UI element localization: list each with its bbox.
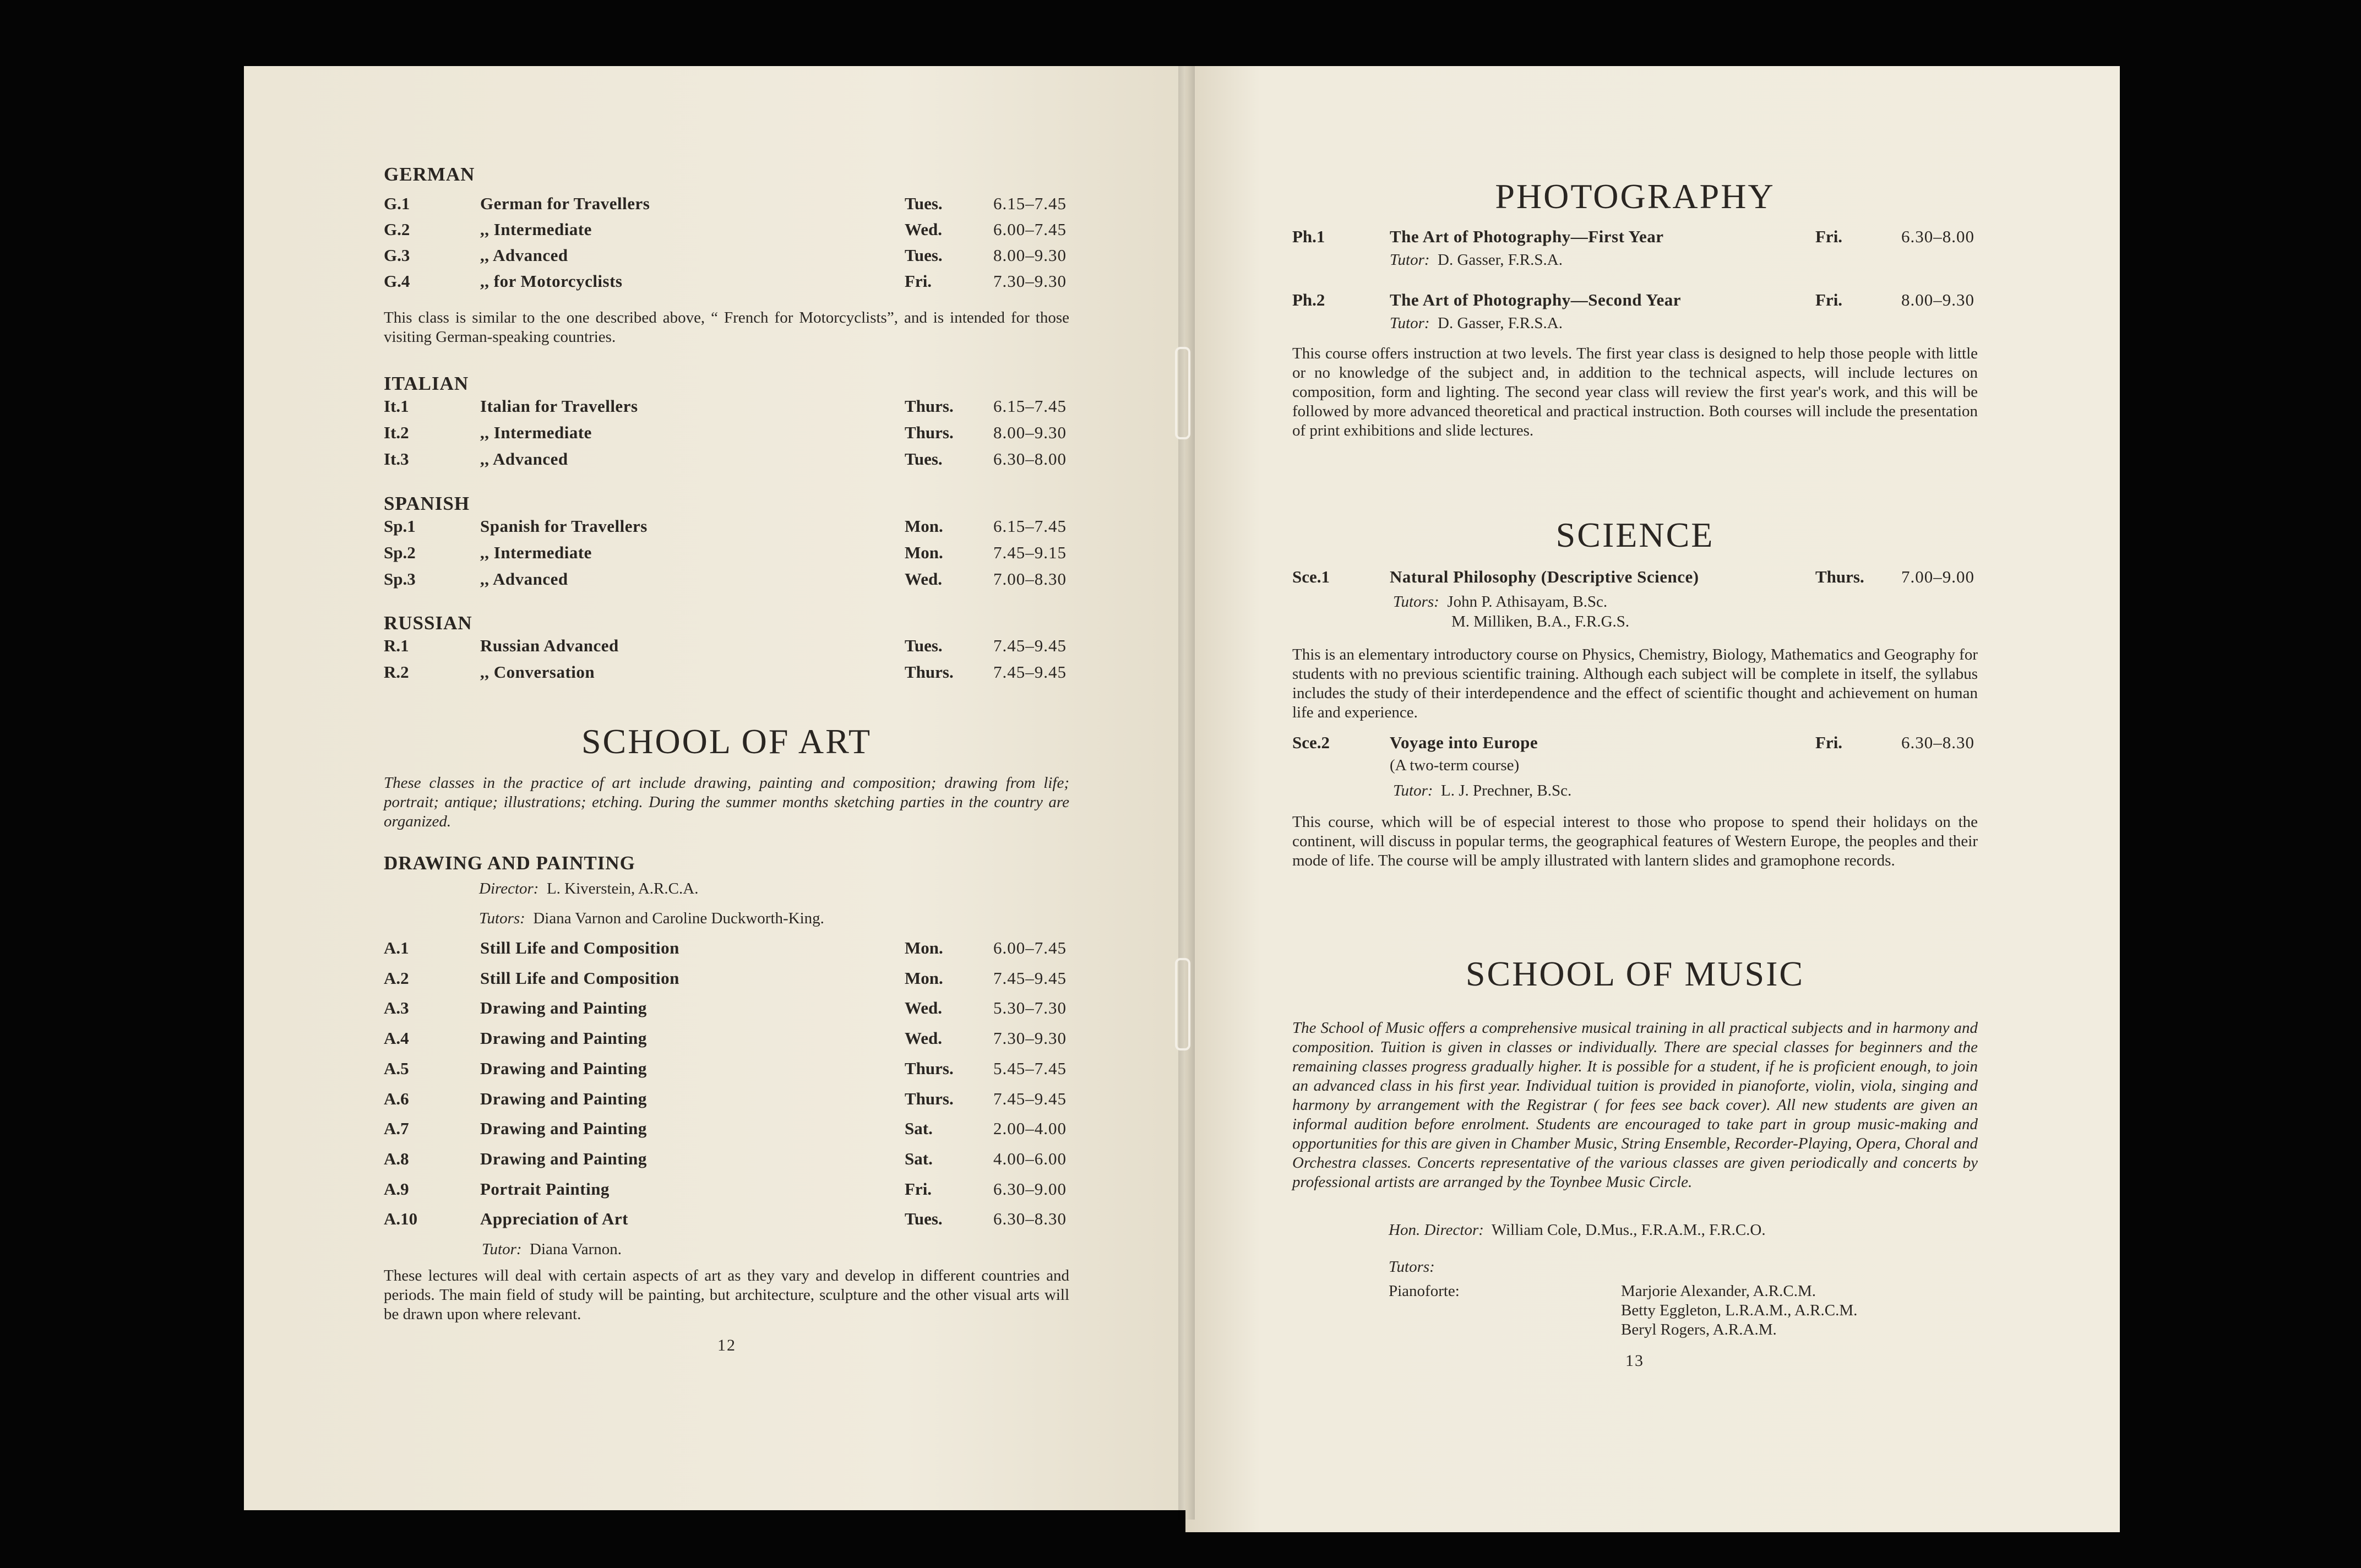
- course-title: Natural Philosophy (Descriptive Science): [1390, 567, 1699, 586]
- course-title: ,, Advanced: [480, 449, 568, 469]
- course-code: A.2: [384, 968, 409, 988]
- course-time: 7.45–9.45: [993, 662, 1067, 682]
- course-code: It.3: [384, 449, 409, 469]
- binding-stitch-top: [1175, 347, 1190, 439]
- music-instrument-label: Pianoforte:: [1389, 1282, 1460, 1300]
- tutor-name: D. Gasser, F.R.S.A.: [1438, 251, 1563, 269]
- course-row: [384, 1059, 1069, 1081]
- art-tutors-line: [479, 910, 824, 928]
- course-day: Thurs.: [905, 1058, 954, 1078]
- tutor-label: Tutor:: [1393, 782, 1433, 799]
- course-day: Tues.: [905, 449, 943, 469]
- course-time: 6.15–7.45: [993, 516, 1067, 536]
- course-row: [384, 516, 1069, 538]
- course-day: Mon.: [905, 543, 943, 562]
- course-code: Sp.2: [384, 543, 416, 562]
- course-time: 7.45–9.45: [993, 1088, 1067, 1108]
- art-tutors-names: Diana Varnon and Caroline Duckworth-King.: [533, 910, 824, 927]
- course-day: Thurs.: [905, 1088, 954, 1108]
- science-tutors-line: [1393, 593, 1607, 611]
- course-time: 7.45–9.15: [993, 543, 1067, 562]
- tutors-label: Tutors:: [479, 910, 525, 927]
- course-code: A.3: [384, 998, 409, 1018]
- course-row: [384, 220, 1069, 242]
- school-of-music-heading: SCHOOL OF MUSIC: [1465, 954, 1805, 993]
- course-row: [384, 1028, 1069, 1050]
- director-label: Hon. Director:: [1389, 1221, 1484, 1239]
- course-code: A.8: [384, 1148, 409, 1168]
- course-time: 6.15–7.45: [993, 396, 1067, 416]
- course-code: R.1: [384, 636, 409, 655]
- course-row: [384, 246, 1069, 268]
- course-code: It.1: [384, 396, 409, 416]
- course-day: Wed.: [905, 998, 943, 1018]
- binding-stitch-bottom: [1175, 958, 1190, 1050]
- science-note-1: This is an elementary introductory course on Physics, Chemistry, Biology, Mathematics and Geography for students with no previous scientific training. Although each subject will be complete in itself, the syllabus includes the study of their interdependence and the effect of scientific thought and achievement on human life and experience.: [1292, 646, 1978, 721]
- course-tutor-line: [1390, 314, 1563, 333]
- course-code: It.2: [384, 423, 409, 442]
- course-code: Sce.2: [1292, 733, 1330, 752]
- course-code: Sp.1: [384, 516, 416, 536]
- music-tutors-label: Tutors:: [1389, 1258, 1435, 1276]
- german-heading: GERMAN: [384, 164, 475, 185]
- course-title: ,, Advanced: [480, 569, 568, 589]
- course-time: 7.00–9.00: [1901, 567, 1974, 586]
- russian-heading: RUSSIAN: [384, 612, 472, 634]
- italian-heading: ITALIAN: [384, 373, 469, 394]
- course-code: G.4: [384, 271, 410, 291]
- course-time: 8.00–9.30: [1901, 290, 1974, 309]
- course-time: 5.45–7.45: [993, 1058, 1067, 1078]
- music-director-name: William Cole, D.Mus., F.R.A.M., F.R.C.O.: [1491, 1221, 1766, 1239]
- course-time: 6.15–7.45: [993, 194, 1067, 213]
- course-title: Drawing and Painting: [480, 1088, 647, 1108]
- course-day: Mon.: [905, 968, 943, 988]
- tutor-label: Tutor:: [1390, 314, 1430, 332]
- course-time: 7.45–9.45: [993, 636, 1067, 655]
- course-row: [384, 423, 1069, 445]
- course-row: [384, 569, 1069, 591]
- course-tutor-line: [1390, 251, 1563, 269]
- course-day: Thurs.: [1815, 567, 1864, 586]
- course-day: Mon.: [905, 938, 943, 957]
- course-title: Drawing and Painting: [480, 1119, 647, 1139]
- course-title: Still Life and Composition: [480, 968, 679, 988]
- course-row: [384, 968, 1069, 990]
- course-title: Appreciation of Art: [480, 1209, 628, 1229]
- art-appreciation-tutor-name: Diana Varnon.: [530, 1240, 622, 1258]
- course-title: Voyage into Europe: [1390, 733, 1538, 752]
- course-day: Tues.: [905, 194, 943, 213]
- course-code: A.7: [384, 1119, 409, 1139]
- course-row: [384, 1119, 1069, 1141]
- course-title: Drawing and Painting: [480, 1148, 647, 1168]
- course-time: 6.30–8.30: [1901, 733, 1974, 752]
- course-code: A.5: [384, 1058, 409, 1078]
- course-code: Ph.1: [1292, 227, 1325, 246]
- pianist-3: Beryl Rogers, A.R.A.M.: [1621, 1321, 1777, 1338]
- course-row: [384, 396, 1069, 418]
- course-day: Fri.: [905, 1179, 932, 1199]
- course-title: German for Travellers: [480, 194, 650, 213]
- course-day: Mon.: [905, 516, 943, 536]
- course-code: G.3: [384, 246, 410, 265]
- course-time: 8.00–9.30: [993, 423, 1067, 442]
- spanish-heading: SPANISH: [384, 493, 470, 514]
- photography-note: This course offers instruction at two levels. The first year class is designed to help those people with little or no knowledge of the subject and, in addition to the technical aspects, will include lectures on composition, form and lighting. The second year class will review the first year's work, and this will be followed by more advanced theoretical and practical instruction. Both courses will include the presentation of print exhibitions and slide lectures.: [1292, 345, 1978, 439]
- course-title: Drawing and Painting: [480, 1028, 647, 1048]
- course-title: The Art of Photography—First Year: [1390, 227, 1664, 246]
- tutor-label: Tutor:: [1390, 251, 1430, 269]
- course-row: [384, 662, 1069, 684]
- course-row: [384, 1209, 1069, 1231]
- course-code: Sce.1: [1292, 567, 1330, 586]
- course-title: ,, Intermediate: [480, 543, 592, 562]
- course-day: Tues.: [905, 246, 943, 265]
- science-note-2: This course, which will be of especial interest to those who propose to spend their holidays on the continent, will discuss in popular terms, the geographical features of Western Europe, the peoples and their mode of life. The course will be amply illustrated with lantern slides and gramophone records.: [1292, 813, 1978, 869]
- course-title: Russian Advanced: [480, 636, 619, 655]
- course-title: The Art of Photography—Second Year: [1390, 290, 1682, 309]
- course-day: Fri.: [1815, 227, 1843, 246]
- course-code: G.2: [384, 220, 410, 239]
- course-day: Fri.: [905, 271, 932, 291]
- course-day: Fri.: [1815, 733, 1843, 752]
- page-number-right: 13: [1625, 1352, 1644, 1370]
- course-time: 7.45–9.45: [993, 968, 1067, 988]
- course-row: [384, 194, 1069, 216]
- course-title: Still Life and Composition: [480, 938, 679, 957]
- tutor-name: D. Gasser, F.R.S.A.: [1438, 314, 1563, 332]
- course-time: 4.00–6.00: [993, 1148, 1067, 1168]
- course-code: R.2: [384, 662, 409, 682]
- course-title: ,, Intermediate: [480, 423, 592, 442]
- course-day: Thurs.: [905, 423, 954, 442]
- course-day: Sat.: [905, 1119, 933, 1139]
- pianist-1: Marjorie Alexander, A.R.C.M.: [1621, 1282, 1816, 1300]
- course-day: Wed.: [905, 569, 943, 589]
- school-of-music-intro: The School of Music offers a comprehensive musical training in all practical subjects and in harmony and composition. Tuition is given in classes or individually. There are special classes for beginners and the remaining classes progress gradually higher. It is possible for a student, if he is proficient enough, to join an advanced class in his first year. Individual tuition is provided in pianoforte, violin, viola, singing and harmony by arrangement with the Registrar ( for fees see back cover). All new students are given an informal audition before enrolment. Students are encouraged to take part in group music-making and opportunities for this are given in Chamber Music, String Ensemble, Recorder-Playing, Opera, Choral and Orchestra classes. Concerts representative of the various classes are given periodically and concerts by professional artists are arranged by the Toynbee Music Circle.: [1292, 1019, 1978, 1191]
- course-row: [384, 1089, 1069, 1111]
- course-code: A.9: [384, 1179, 409, 1199]
- director-label: Director:: [479, 880, 539, 897]
- science-tutor-name: L. J. Prechner, B.Sc.: [1441, 782, 1572, 799]
- course-code: A.4: [384, 1028, 409, 1048]
- course-title: ,, Intermediate: [480, 220, 592, 239]
- course-code: Sp.3: [384, 569, 416, 589]
- course-time: 6.30–9.00: [993, 1179, 1067, 1199]
- school-of-art-heading: SCHOOL OF ART: [581, 722, 872, 761]
- course-row: [384, 1149, 1069, 1171]
- course-row-sce2: [1292, 733, 1978, 755]
- music-director-line: [1389, 1221, 1766, 1239]
- drawing-painting-heading: DRAWING AND PAINTING: [384, 852, 635, 874]
- course-row: [384, 449, 1069, 471]
- german-note: This class is similar to the one described above, “ French for Motorcyclists”, and is intended for those visiting German-speaking countries.: [384, 309, 1069, 346]
- course-day: Wed.: [905, 220, 943, 239]
- science-tutor-line: [1393, 782, 1571, 800]
- page-number-left: 12: [717, 1336, 736, 1354]
- course-code: A.6: [384, 1088, 409, 1108]
- course-code: Ph.2: [1292, 290, 1325, 309]
- course-row: [384, 636, 1069, 658]
- book-gutter: [1178, 66, 1195, 1520]
- course-day: Wed.: [905, 1028, 943, 1048]
- course-code: A.10: [384, 1209, 418, 1229]
- course-code: G.1: [384, 194, 410, 213]
- course-title: Portrait Painting: [480, 1179, 610, 1199]
- school-of-art-intro: These classes in the practice of art include drawing, painting and composition; drawing from life; portrait; antique; illustrations; etching. During the summer months sketching parties in the country are organized.: [384, 774, 1069, 830]
- photography-heading: PHOTOGRAPHY: [1495, 177, 1775, 216]
- course-row: [384, 998, 1069, 1020]
- course-row: [384, 271, 1069, 293]
- course-time: 6.00–7.45: [993, 220, 1067, 239]
- course-time: 7.30–9.30: [993, 1028, 1067, 1048]
- course-day: Thurs.: [905, 662, 954, 682]
- art-appreciation-tutor: [482, 1240, 622, 1259]
- course-title: Italian for Travellers: [480, 396, 638, 416]
- course-day: Tues.: [905, 636, 943, 655]
- pianist-2: Betty Eggleton, L.R.A.M., A.R.C.M.: [1621, 1302, 1858, 1319]
- course-title: Drawing and Painting: [480, 998, 647, 1018]
- course-row: [384, 543, 1069, 565]
- course-code: A.1: [384, 938, 409, 957]
- science-tutor-a: John P. Athisayam, B.Sc.: [1447, 593, 1608, 611]
- science-course-duration: (A two-term course): [1390, 756, 1520, 774]
- course-time: 5.30–7.30: [993, 998, 1067, 1018]
- course-row: [1292, 227, 1978, 249]
- course-time: 6.30–8.30: [993, 1209, 1067, 1229]
- art-director-name: L. Kiverstein, A.R.C.A.: [546, 880, 699, 897]
- course-row: [384, 1179, 1069, 1201]
- science-tutor-b: M. Milliken, B.A., F.R.G.S.: [1451, 613, 1630, 630]
- art-appreciation-note: These lectures will deal with certain aspects of art as they vary and develop in different countries and periods. The main field of study will be painting, but architecture, sculpture and the other visual arts will be drawn upon where relevant.: [384, 1267, 1069, 1323]
- course-day: Fri.: [1815, 290, 1843, 309]
- course-row-sce1: [1292, 567, 1978, 589]
- course-day: Tues.: [905, 1209, 943, 1229]
- course-time: 7.30–9.30: [993, 271, 1067, 291]
- course-day: Sat.: [905, 1148, 933, 1168]
- course-row: [1292, 290, 1978, 312]
- course-time: 6.00–7.45: [993, 938, 1067, 957]
- tutors-label: Tutors:: [1393, 593, 1439, 611]
- course-title: ,, Conversation: [480, 662, 595, 682]
- course-title: Drawing and Painting: [480, 1058, 647, 1078]
- course-title: ,, Advanced: [480, 246, 568, 265]
- tutor-label: Tutor:: [482, 1240, 522, 1258]
- course-time: 6.30–8.00: [993, 449, 1067, 469]
- course-row: [384, 938, 1069, 960]
- course-time: 7.00–8.30: [993, 569, 1067, 589]
- course-time: 8.00–9.30: [993, 246, 1067, 265]
- course-day: Thurs.: [905, 396, 954, 416]
- course-time: 2.00–4.00: [993, 1119, 1067, 1139]
- course-title: Spanish for Travellers: [480, 516, 648, 536]
- course-time: 6.30–8.00: [1901, 227, 1974, 246]
- art-director-line: [479, 880, 698, 898]
- science-heading: SCIENCE: [1555, 515, 1715, 554]
- course-title: ,, for Motorcyclists: [480, 271, 623, 291]
